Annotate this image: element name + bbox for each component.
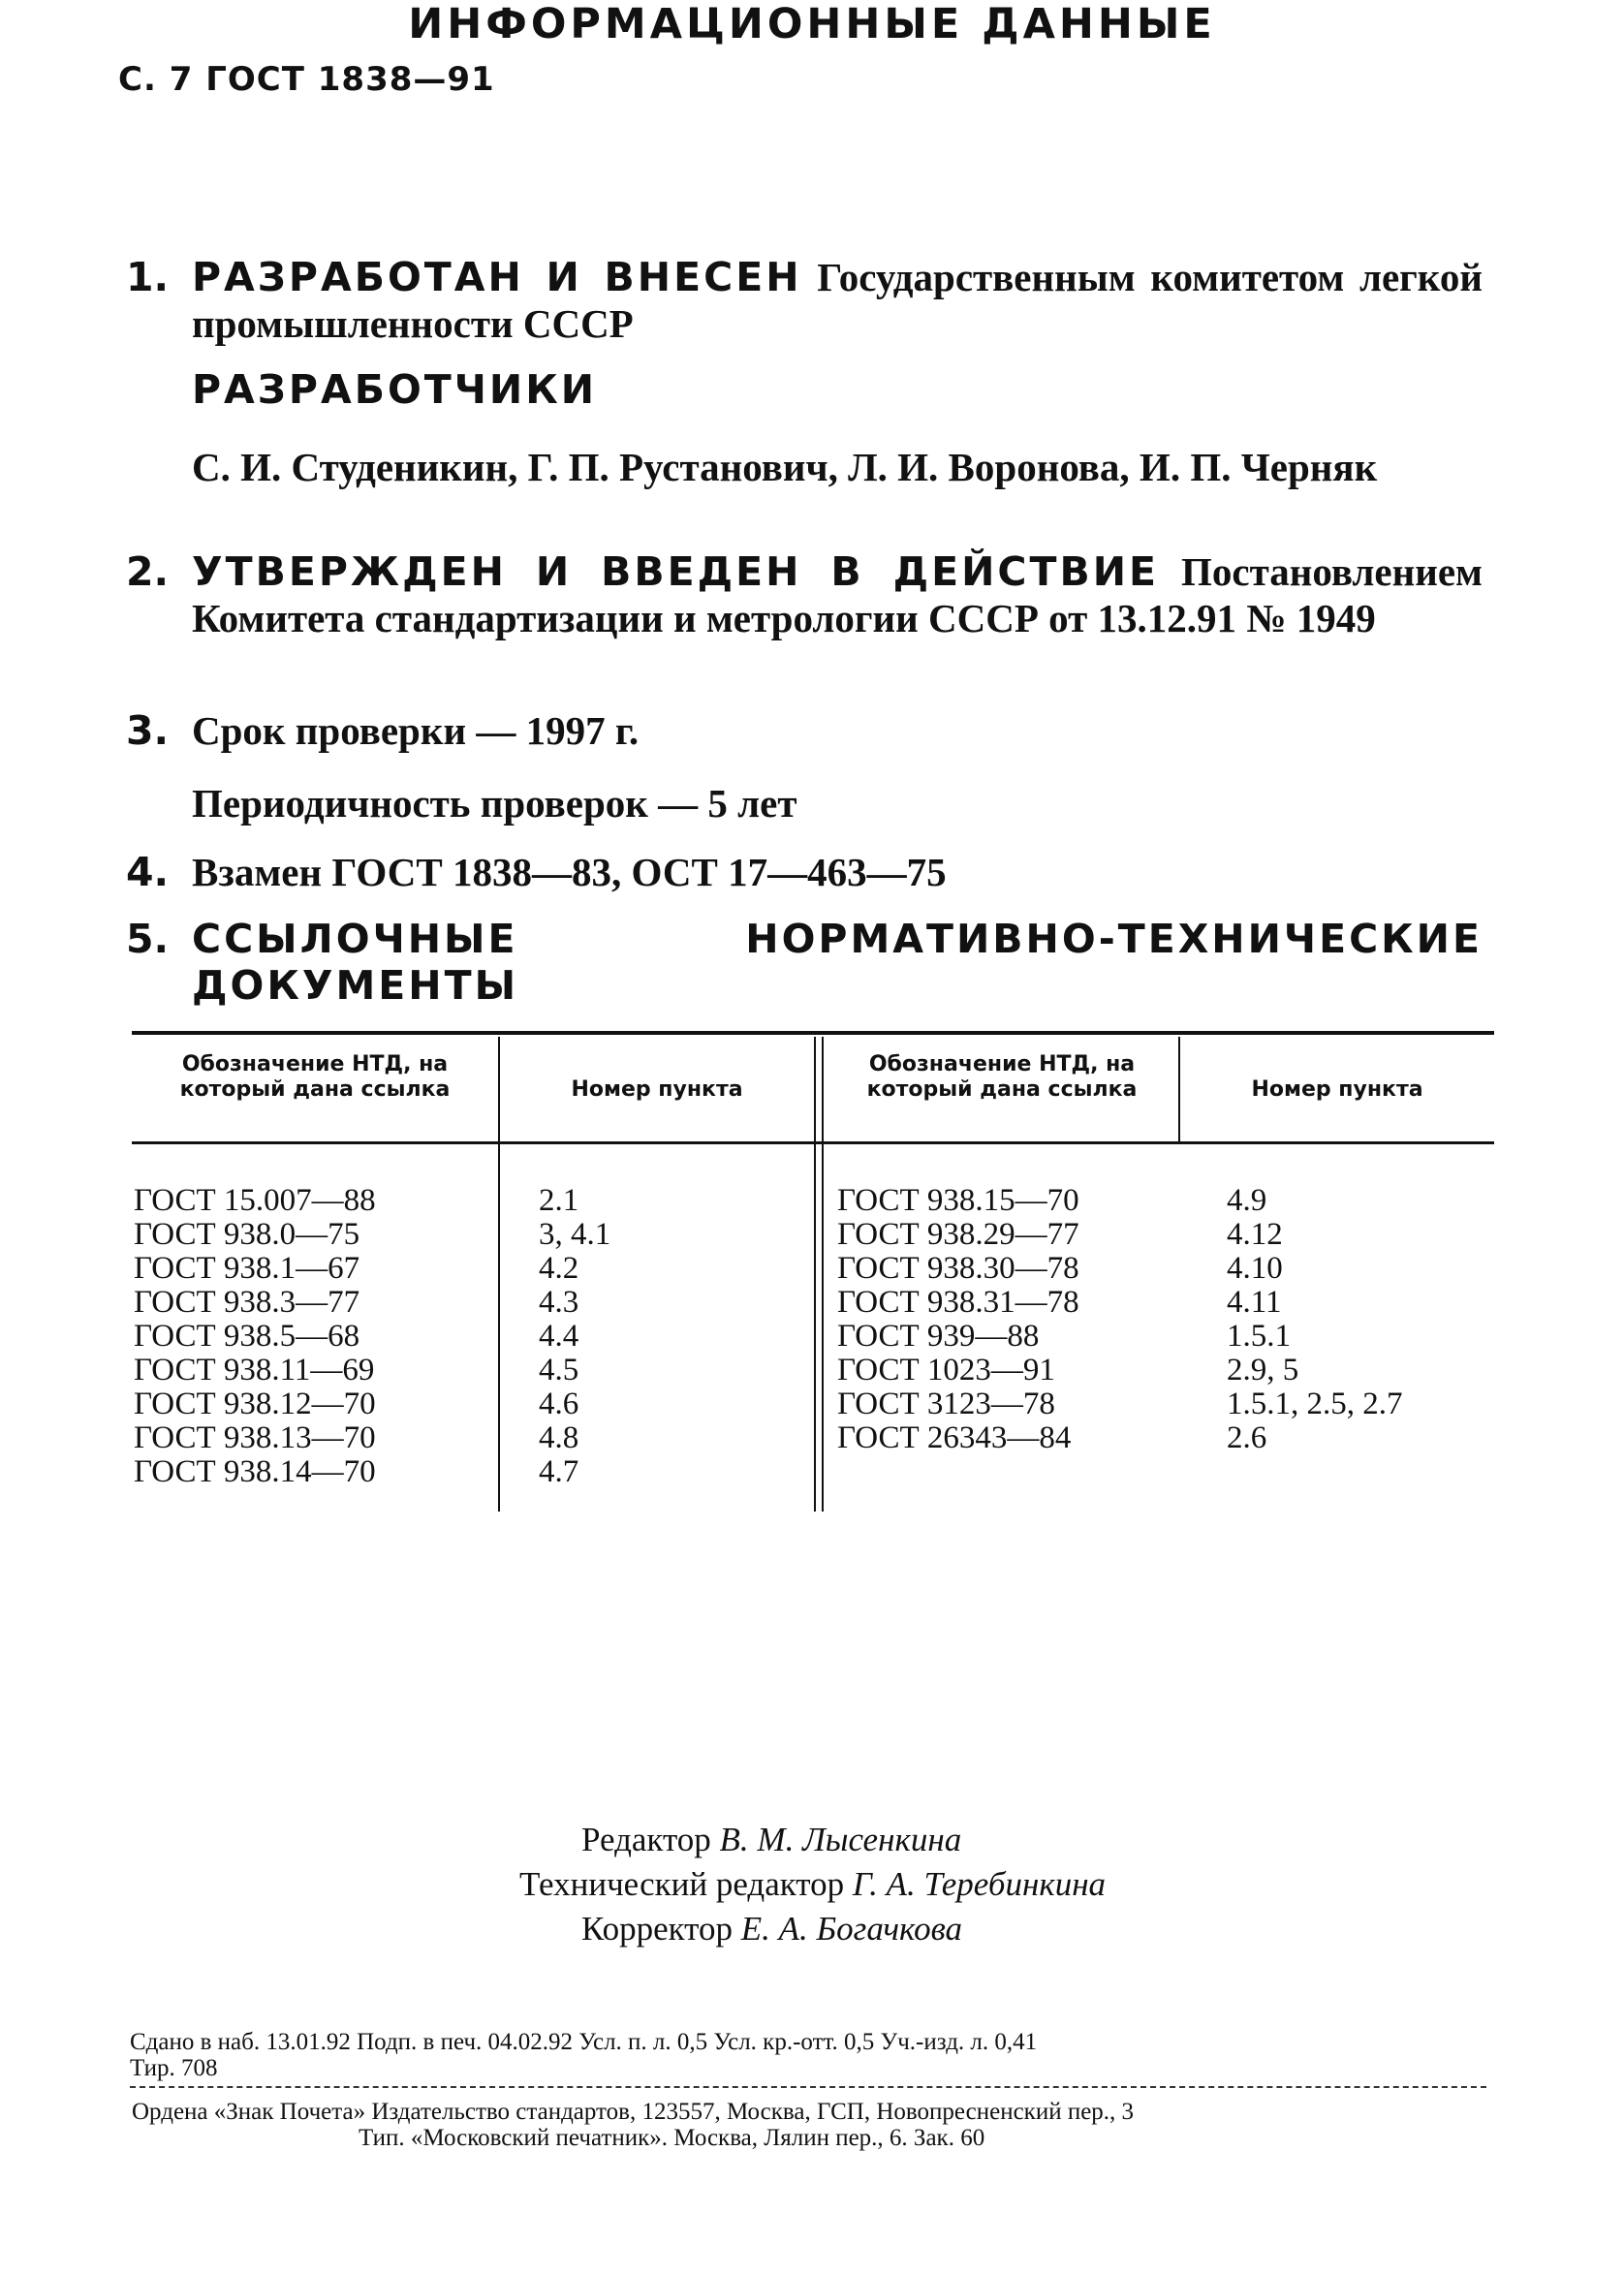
table-cell: ГОСТ 938.29—77 (837, 1217, 1079, 1252)
table-cell: 4.9 (1227, 1183, 1267, 1218)
table-column-points-right (1227, 1184, 1403, 1455)
table-cell: ГОСТ 1023—91 (837, 1353, 1055, 1387)
item-number: 2. (126, 548, 170, 595)
table-cell: 3, 4.1 (539, 1217, 611, 1252)
item-number: 3. (126, 707, 170, 754)
table-cell: 4.5 (539, 1353, 579, 1387)
table-column-docs-right (837, 1184, 1079, 1455)
tech-editor-line (519, 1862, 1106, 1907)
table-cell: ГОСТ 938.0—75 (134, 1217, 360, 1252)
proofreader-name: Е. А. Богачкова (740, 1910, 963, 1948)
table-cell: ГОСТ 938.30—78 (837, 1251, 1079, 1286)
item-text: ССЫЛОЧНЫЕ НОРМАТИВНО-ТЕХНИЧЕСКИЕ ДОКУМЕНТЫ (192, 916, 1483, 1009)
table-header-cell: Обозначение НТД, на который дана ссылка (866, 1052, 1138, 1102)
page-header: С. 7 ГОСТ 1838—91 (118, 60, 495, 99)
item-lead: РАЗРАБОТАН И ВНЕСЕН (192, 254, 802, 300)
imprint-separator (130, 2086, 1486, 2088)
editor-label: Редактор (581, 1821, 711, 1858)
table-cell: ГОСТ 938.5—68 (134, 1319, 360, 1354)
table-top-rule (132, 1031, 1494, 1035)
review-period: Периодичность проверок — 5 лет (192, 781, 797, 826)
table-cell: ГОСТ 938.13—70 (134, 1420, 376, 1455)
table-cell: 2.6 (1227, 1420, 1267, 1455)
tech-editor-name: Г. А. Теребинкина (852, 1865, 1107, 1903)
proofreader-label: Корректор (581, 1910, 734, 1948)
item-text: Государственным комитетом легкой промышленности СССР (192, 255, 1483, 346)
developers-heading: РАЗРАБОТЧИКИ (192, 366, 598, 413)
table-cell: 4.12 (1227, 1217, 1283, 1252)
table-cell: 4.7 (539, 1454, 579, 1489)
imprint-line-1: Сдано в наб. 13.01.92 Подп. в печ. 04.02.92 Усл. п. л. 0,5 Усл. кр.-отт. 0,5 Уч.-изд. л. 0,41 (130, 2029, 1038, 2055)
table-header-cell: Номер пункта (571, 1077, 743, 1102)
item-number: 4. (126, 849, 170, 895)
table-cell: 1.5.1 (1227, 1319, 1291, 1354)
table-cell: ГОСТ 939—88 (837, 1319, 1040, 1354)
proofreader-line (581, 1907, 1106, 1951)
item-number: 1. (126, 254, 170, 300)
table-header-rule (132, 1141, 1494, 1144)
item-number: 5. (126, 916, 170, 962)
table-divider (814, 1037, 816, 1512)
item-lead: УТВЕРЖДЕН И ВВЕДЕН В ДЕЙСТВИЕ (192, 548, 1160, 595)
table-cell: ГОСТ 938.1—67 (134, 1251, 360, 1286)
table-cell: ГОСТ 938.3—77 (134, 1285, 360, 1320)
table-cell: ГОСТ 938.14—70 (134, 1454, 376, 1489)
table-cell: ГОСТ 938.12—70 (134, 1387, 376, 1421)
table-cell: ГОСТ 26343—84 (837, 1420, 1072, 1455)
table-header-cell: Обозначение НТД, на который дана ссылка (179, 1052, 451, 1102)
tech-editor-label: Технический редактор (519, 1865, 845, 1903)
table-cell: ГОСТ 938.15—70 (837, 1183, 1079, 1218)
page-title: ИНФОРМАЦИОННЫЕ ДАННЫЕ (408, 0, 1216, 48)
table-cell: 4.3 (539, 1285, 579, 1320)
table-divider (1178, 1037, 1180, 1141)
table-cell: 4.11 (1227, 1285, 1282, 1320)
item-text: Срок проверки — 1997 г. (192, 708, 640, 753)
editor-line (581, 1818, 1106, 1862)
info-item-3 (126, 707, 1483, 754)
table-cell: 4.6 (539, 1387, 579, 1421)
info-item-4 (126, 849, 1483, 895)
table-cell: 4.2 (539, 1251, 579, 1286)
imprint-line-4: Тип. «Московский печатник». Москва, Лялин пер., 6. Зак. 60 (359, 2125, 985, 2151)
imprint-line-3: Ордена «Знак Почета» Издательство стандартов, 123557, Москва, ГСП, Новопресненский пер., 3 (132, 2099, 1135, 2125)
table-divider (498, 1037, 500, 1512)
item-text: Взамен ГОСТ 1838—83, ОСТ 17—463—75 (192, 850, 947, 894)
imprint-line-2: Тир. 708 (130, 2055, 218, 2081)
editor-name: В. М. Лысенкина (719, 1821, 962, 1858)
info-item-5 (126, 916, 1483, 1009)
item-text: Постановлением Комитета стандартизации и метрологии СССР от 13.12.91 № 1949 (192, 549, 1483, 640)
table-cell: 2.9, 5 (1227, 1353, 1299, 1387)
credits-block (519, 1818, 1107, 1951)
table-cell: ГОСТ 15.007—88 (134, 1183, 376, 1218)
table-cell: ГОСТ 938.11—69 (134, 1353, 375, 1387)
table-header-cell: Номер пункта (1251, 1077, 1423, 1102)
info-item-2 (126, 548, 1483, 641)
table-cell: ГОСТ 3123—78 (837, 1387, 1055, 1421)
table-cell: 4.8 (539, 1420, 579, 1455)
table-column-docs-left (134, 1184, 376, 1489)
info-item-1 (126, 254, 1483, 347)
table-cell: 4.10 (1227, 1251, 1283, 1286)
table-column-points-left (539, 1184, 610, 1489)
table-cell: 2.1 (539, 1183, 579, 1218)
table-cell: 4.4 (539, 1319, 579, 1354)
table-cell: 1.5.1, 2.5, 2.7 (1227, 1387, 1403, 1421)
developers-list: С. И. Студеникин, Г. П. Рустанович, Л. И. Воронова, И. П. Черняк (192, 445, 1378, 489)
table-divider (822, 1037, 824, 1512)
table-cell: ГОСТ 938.31—78 (837, 1285, 1079, 1320)
